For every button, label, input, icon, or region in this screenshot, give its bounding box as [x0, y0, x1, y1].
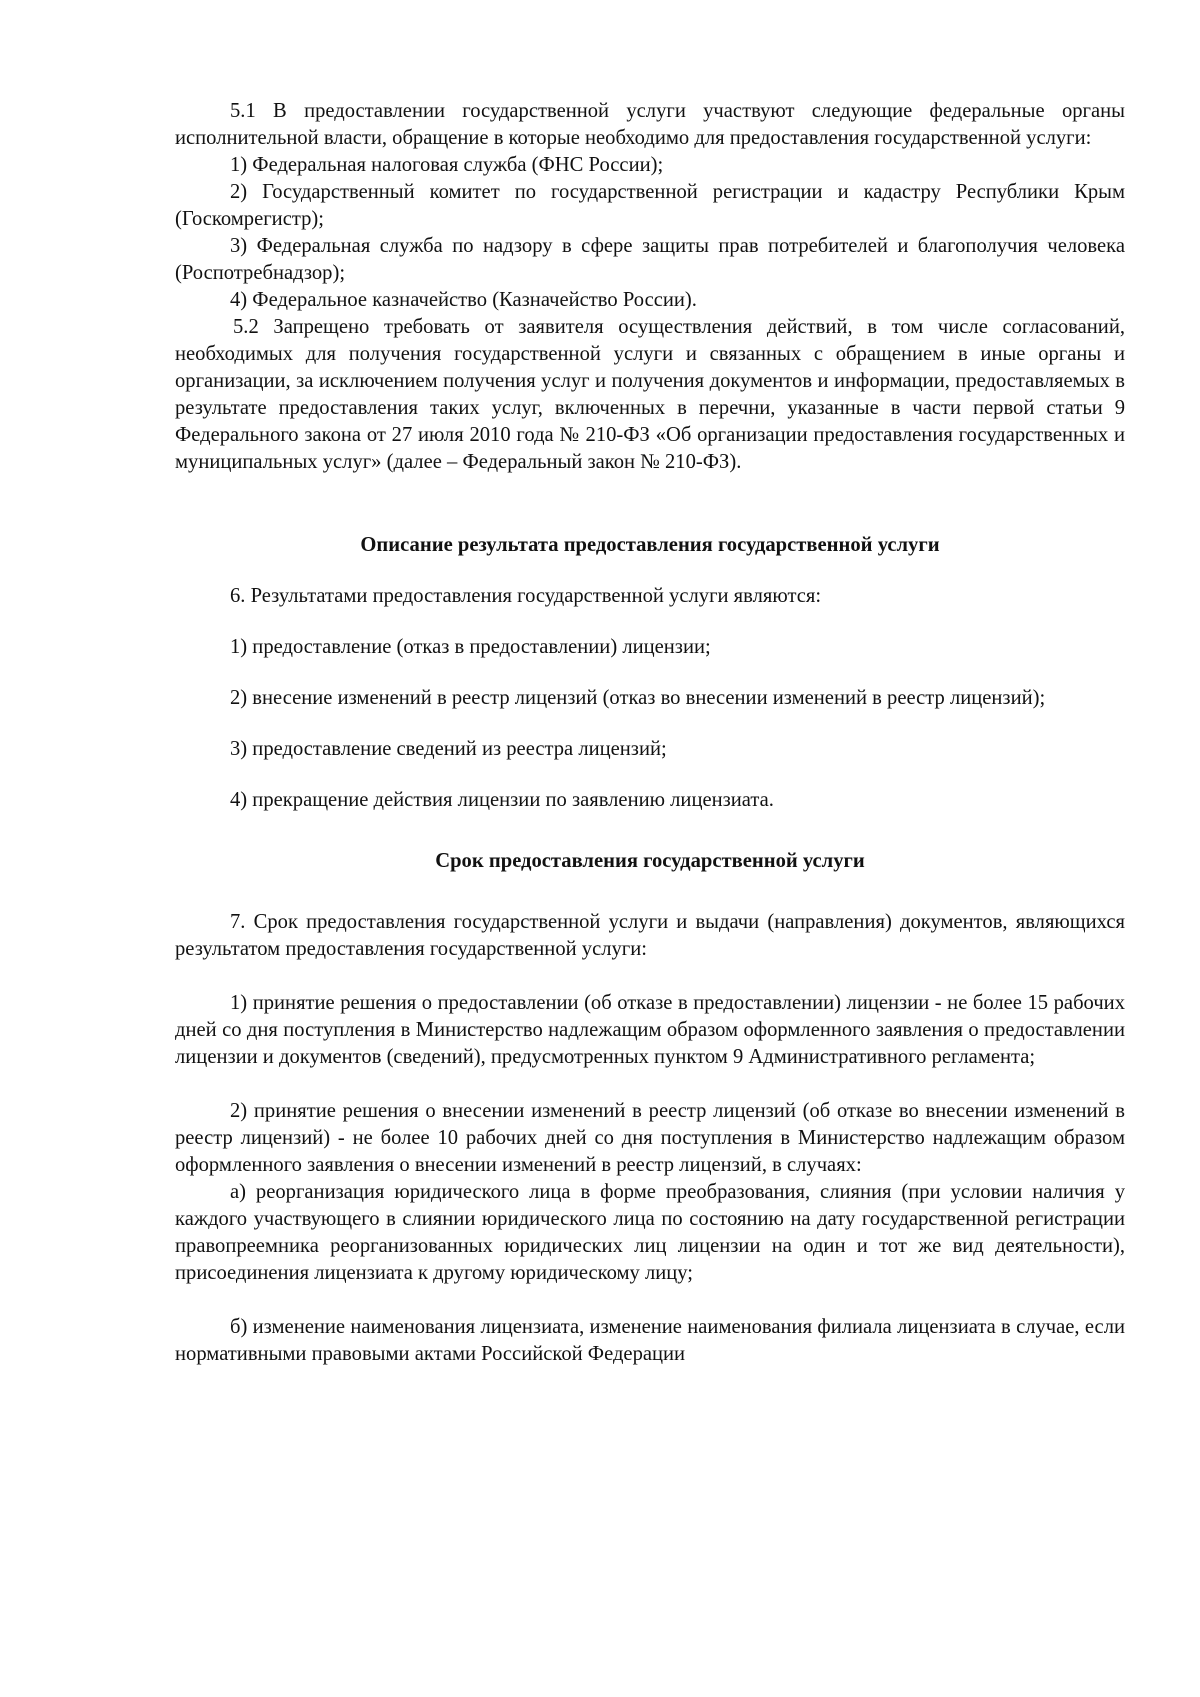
paragraph-7-item-1: 1) принятие решения о предоставлении (об отказе в предоставлении) лицензии - не более 15 рабочих дней со дня поступления в Министерство надлежащим образом оформленного заявления о предоставлении лицензии и документов (сведений), предусмотренных пунктом 9 Административного регламента;: [175, 992, 1125, 1068]
paragraph-6-item-2: 2) внесение изменений в реестр лицензий (отказ во внесении изменений в реестр лицензий);: [230, 687, 1046, 709]
paragraph-6-item-3: 3) предоставление сведений из реестра лицензий;: [230, 738, 667, 760]
paragraph-5-1-item-2: 2) Государственный комитет по государственной регистрации и кадастру Республики Крым (Госкомрегистр);: [175, 181, 1125, 230]
paragraph-7-item-2-a: а) реорганизация юридического лица в форме преобразования, слияния (при условии наличия у каждого участвующего в слиянии юридического лица по состоянию на дату государственной регистрации правопреемника реорганизованных юридических лиц лицензии на один и тот же вид деятельности), присоединения лицензиата к другому юридическому лицу;: [175, 1181, 1125, 1284]
paragraph-7-item-2: 2) принятие решения о внесении изменений в реестр лицензий (об отказе во внесении изменений в реестр лицензий) - не более 10 рабочих дней со дня поступления в Министерство надлежащим образом оформленного заявления о внесении изменений в реестр лицензий, в случаях:: [175, 1100, 1125, 1176]
paragraph-5-1: 5.1 В предоставлении государственной услуги участвуют следующие федеральные органы исполнительной власти, обращение в которые необходимо для предоставления государственной услуги:: [175, 100, 1125, 149]
paragraph-6: 6. Результатами предоставления государственной услуги являются:: [230, 585, 822, 607]
paragraph-5-1-item-1: 1) Федеральная налоговая служба (ФНС России);: [230, 154, 664, 176]
paragraph-5-1-item-4: 4) Федеральное казначейство (Казначейство России).: [230, 289, 697, 311]
paragraph-7-item-2-b: б) изменение наименования лицензиата, изменение наименования филиала лицензиата в случае, если нормативными правовыми актами Российской Федерации: [175, 1316, 1125, 1365]
paragraph-6-item-1: 1) предоставление (отказ в предоставлении) лицензии;: [230, 636, 711, 658]
paragraph-6-item-4: 4) прекращение действия лицензии по заявлению лицензиата.: [230, 789, 774, 811]
document-page: [175, 98, 1125, 1368]
heading-service-term: Срок предоставления государственной услуги: [435, 850, 865, 872]
paragraph-5-1-item-3: 3) Федеральная служба по надзору в сфере защиты прав потребителей и благополучия человека (Роспотребнадзор);: [175, 235, 1125, 284]
paragraph-7: 7. Срок предоставления государственной услуги и выдачи (направления) документов, являющихся результатом предоставления государственной услуги:: [175, 911, 1125, 960]
heading-result-description: Описание результата предоставления государственной услуги: [360, 534, 940, 556]
paragraph-5-2: 5.2 Запрещено требовать от заявителя осуществления действий, в том числе согласований, необходимых для получения государственной услуги и связанных с обращением в иные органы и организации, за исключением получения услуг и получения документов и информации, предоставляемых в результате предоставления таких услуг, включенных в перечни, указанные в части первой статьи 9 Федерального закона от 27 июля 2010 года № 210-ФЗ «Об организации предоставления государственных и муниципальных услуг» (далее – Федеральный закон № 210-ФЗ).: [175, 316, 1125, 473]
